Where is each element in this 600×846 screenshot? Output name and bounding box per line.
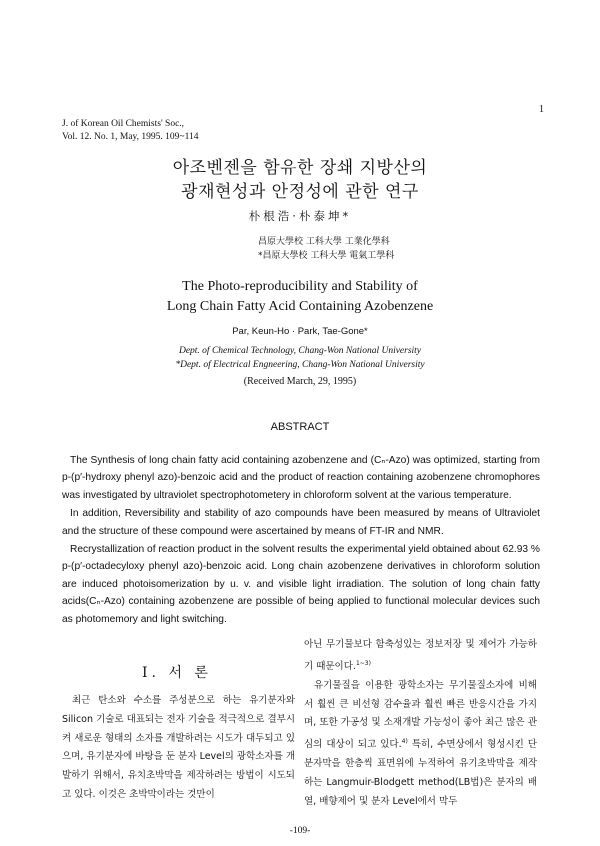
english-title-line1: The Photo-reproducibility and Stability of bbox=[182, 279, 418, 294]
korean-title-line1: 아조벤젠을 함유한 장쇄 지방산의 bbox=[172, 158, 428, 178]
intro-paragraph-2 bbox=[304, 677, 537, 812]
abstract-paragraph-1: The Synthesis of long chain fatty acid containing azobenzene and (Cₙ-Azo) was optimized, starting from p-(p′-hydroxy phenyl azo)-benzoic acid and the product of reaction containing azobenzene chromophores was investigated by ultraviolet spectrophotometery in chloroform solvent at the various temperature. bbox=[62, 455, 540, 501]
english-affiliation-2: *Dept. of Electrical Engneering, Chang-Won National University bbox=[175, 360, 425, 370]
section-heading-introduction: I. 서 론 bbox=[142, 665, 212, 681]
body-column-left bbox=[62, 692, 295, 805]
received-date: (Received March, 29, 1995) bbox=[243, 376, 357, 387]
intro-paragraph-continued bbox=[304, 636, 537, 677]
journal-volume: Vol. 12. No. 1, May, 1995. 109~114 bbox=[62, 132, 199, 142]
english-authors: Par, Keun-Ho · Park, Tae-Gone* bbox=[232, 326, 368, 337]
page-number: 1 bbox=[539, 104, 544, 115]
korean-title-line2: 광재현성과 안정성에 관한 연구 bbox=[181, 182, 419, 202]
intro-paragraph-continued-text: 아닌 무기물보다 함축성있는 정보저장 및 제어가 가능하기 때문이다. bbox=[304, 639, 537, 672]
abstract-paragraph-2: In addition, Reversibility and stability of azo compounds have been measured by means of Ultraviolet and the structure of these compound were ascertained by means of FT-IR and NMR. bbox=[62, 508, 540, 537]
english-title-line2: Long Chain Fatty Acid Containing Azobenzene bbox=[166, 299, 434, 314]
abstract-paragraph-3: Recrystallization of reaction product in the solvent results the experimental yield obtained about 62.93 % p-(p′-octadecyloxy phenyl azo)-benzoic acid. Long chain azobenzene derivatives in chloroform solution are induced photoisomerization by u. v. and visible light irradiation. The solution of long chain fatty acids(Cₙ-Azo) containing azobenzene are possible of being applied to functional molecular devices such as photomemory and light switching. bbox=[62, 544, 540, 625]
korean-affiliation-2: *昌原大學校 工科大學 電氣工學科 bbox=[258, 251, 395, 261]
intro-paragraph-2-text-a: 유기물질을 이용한 광학소자는 무기물질소자에 비해서 훨씬 큰 비선형 감수율과 훨씬 빠른 반응시간을 가지며, 또한 가공성 및 소재개발 가능성이 좋아 최근 많은 관심의 대상이 되고 있다. bbox=[304, 679, 537, 751]
journal-name: J. of Korean Oil Chemists' Soc., bbox=[62, 119, 185, 129]
abstract-body bbox=[62, 452, 540, 629]
korean-authors: 朴根浩·朴泰坤* bbox=[248, 209, 352, 223]
page-folio: -109- bbox=[289, 826, 311, 836]
journal-citation bbox=[62, 118, 198, 144]
citation-ref: 1~3) bbox=[355, 659, 371, 667]
abstract-heading: ABSTRACT bbox=[270, 421, 330, 433]
english-affiliation-1: Dept. of Chemical Technology, Chang-Won National University bbox=[178, 346, 422, 356]
intro-paragraph-2-text-b: 특히, 수면상에서 형성시킨 단분자막을 한층씩 표면위에 누적하여 유기초박막을 제작하는 Langmuir-Blodgett method(LB법)은 분자의 배열, 배향제어 및 분자 Level에서 막두 bbox=[304, 739, 537, 807]
korean-affiliation-1: 昌原大學校 工科大學 工業化學科 bbox=[258, 237, 390, 247]
body-column-right bbox=[304, 636, 537, 811]
citation-ref: 4) bbox=[401, 738, 408, 746]
intro-paragraph-1: 최근 탄소와 수소를 주성분으로 하는 유기분자와 Silicon 기술로 대표되는 전자 기술을 적극적으로 결부시켜 새로운 형태의 소자를 개발하려는 시도가 대두되고 있으며, 유기분자에 바탕을 둔 분자 Level의 광학소자를 개발하기 위해서, 유치초박막을 제작하려는 방법이 시도되고 있다. 이것은 초박막이라는 것만이 bbox=[62, 695, 295, 800]
